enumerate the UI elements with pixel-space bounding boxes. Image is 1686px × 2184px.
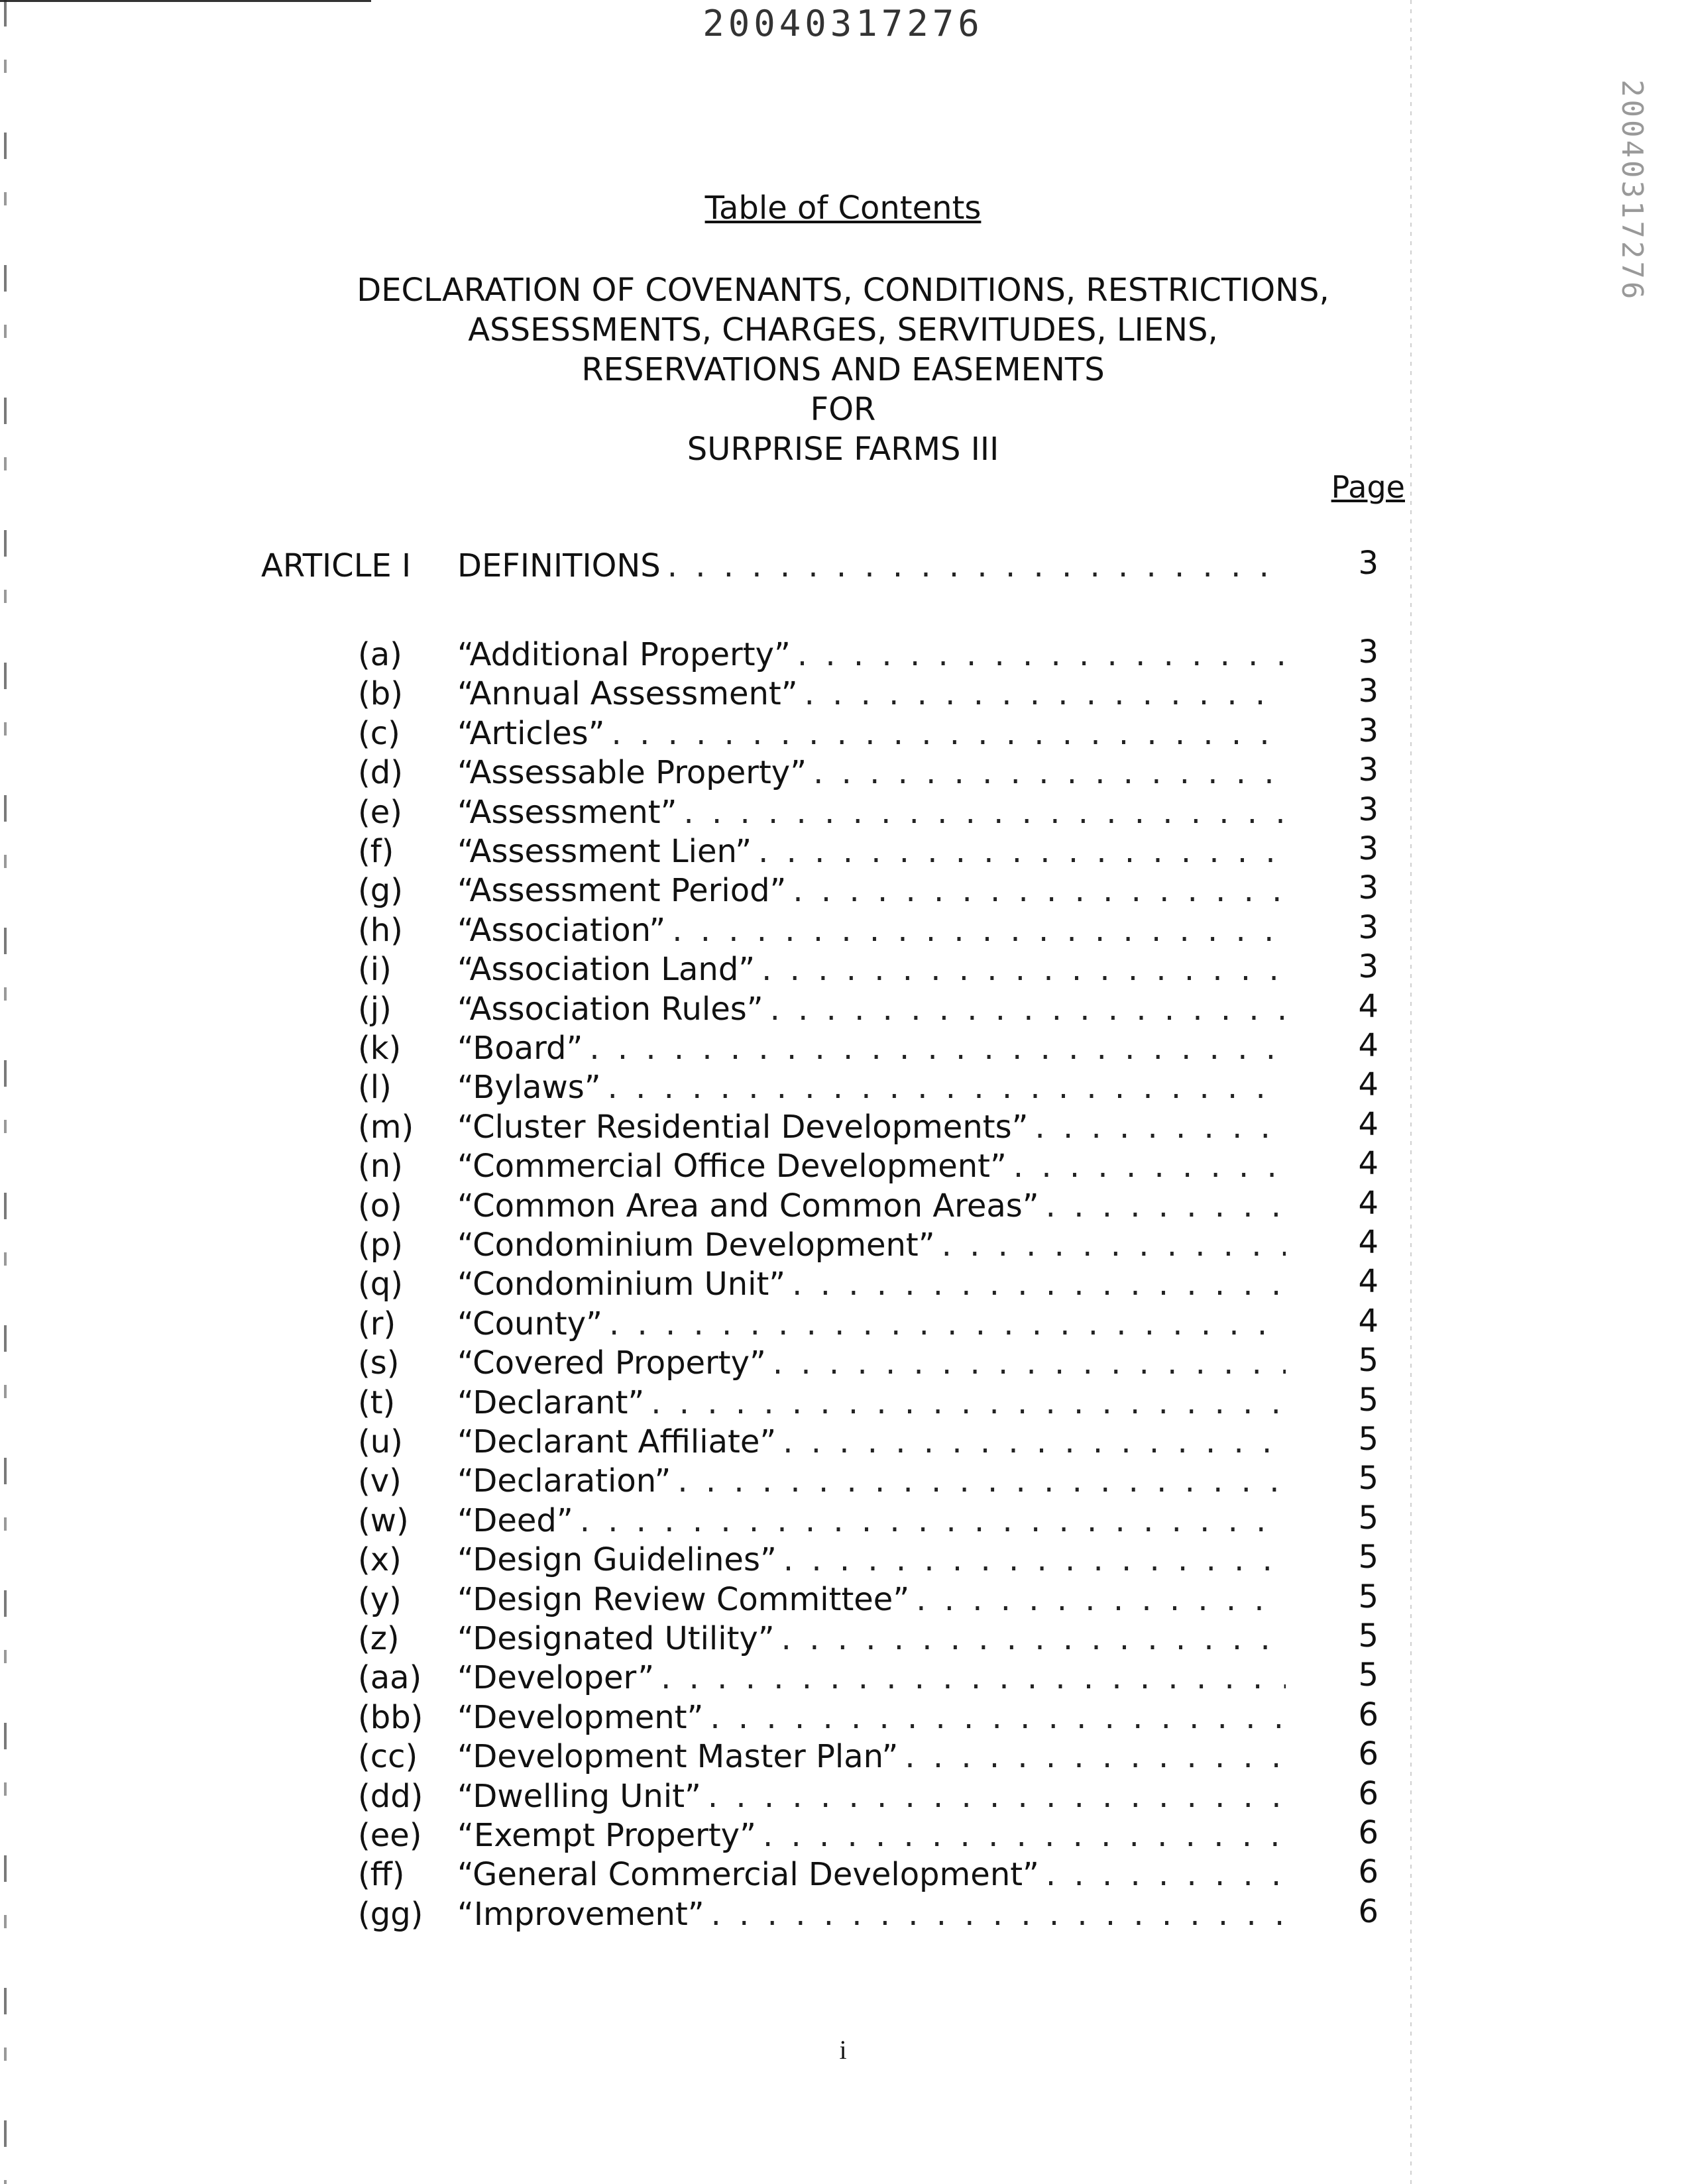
leader-dots [672, 912, 1286, 949]
entry-title: “Association Rules” [457, 990, 763, 1028]
toc-row [0, 1027, 1686, 1069]
leader-dots [683, 794, 1286, 831]
entry-label: (s) [358, 1344, 400, 1382]
entry-title: “County” [457, 1305, 602, 1342]
leader-dots [758, 833, 1286, 870]
toc-row [0, 1774, 1686, 1818]
toc-row [0, 1381, 1686, 1424]
entry-title-wrap [457, 1148, 1286, 1185]
leader-dots [783, 1541, 1286, 1578]
entry-label: (f) [358, 833, 394, 870]
toc-row [0, 1423, 1686, 1463]
entry-label: (bb) [358, 1698, 423, 1736]
entry-title: “Common Area and Common Areas” [457, 1187, 1039, 1225]
toc-row [0, 830, 1686, 873]
entry-title-wrap [457, 1581, 1286, 1618]
leader-dots [667, 547, 1286, 584]
entry-title: “Bylaws” [457, 1069, 601, 1107]
document-number: 20040317276 [702, 3, 984, 44]
entry-page: 3 [1358, 712, 1378, 749]
toc-row [0, 948, 1686, 991]
entry-page: 5 [1358, 1657, 1378, 1694]
entry-page: 6 [1358, 1892, 1378, 1930]
entry-label: (x) [358, 1541, 402, 1579]
toc-row [0, 1735, 1686, 1778]
toc-row [0, 1224, 1686, 1266]
leader-dots [793, 872, 1286, 909]
leader-dots [792, 1266, 1286, 1303]
leader-dots [612, 715, 1286, 752]
entry-title-wrap [457, 833, 1286, 870]
leader-dots [783, 1423, 1286, 1460]
entry-label: (aa) [358, 1659, 422, 1697]
entry-title-wrap [457, 872, 1286, 909]
leader-dots [708, 1778, 1286, 1815]
entry-label: (u) [358, 1423, 403, 1460]
entry-label: (j) [358, 990, 392, 1028]
entry-page: 5 [1358, 1460, 1378, 1498]
entry-title: “Annual Assessment” [457, 675, 798, 713]
side-stamp-text: 20040317276 [1615, 80, 1649, 302]
toc-row [0, 987, 1686, 1030]
toc-row [0, 712, 1686, 755]
entry-title: “Exempt Property” [457, 1817, 756, 1854]
article-row [0, 547, 1686, 587]
leader-dots [763, 1817, 1286, 1854]
entry-label: (i) [358, 951, 392, 989]
entry-title-wrap [457, 1462, 1286, 1500]
entry-title-wrap [457, 1423, 1286, 1460]
entry-page: 3 [1358, 908, 1378, 946]
entry-title: “General Commercial Development” [457, 1856, 1039, 1894]
toc-row [0, 1184, 1686, 1227]
entry-label: (q) [358, 1266, 403, 1303]
entry-page: 3 [1358, 869, 1378, 907]
entry-title-wrap [457, 912, 1286, 949]
entry-title: “Cluster Residential Developments” [457, 1108, 1029, 1146]
toc-row [0, 1892, 1686, 1936]
leader-dots [773, 1344, 1286, 1382]
toc-row [0, 1696, 1686, 1739]
toc-row [0, 1105, 1686, 1148]
toc-row [0, 1541, 1686, 1581]
entry-page: 5 [1358, 1342, 1378, 1380]
entry-label: (p) [358, 1227, 403, 1264]
top-rule [0, 0, 371, 2]
entry-page: 3 [1358, 633, 1378, 671]
entry-page: 5 [1358, 1381, 1378, 1419]
entry-title: “Assessable Property” [457, 754, 807, 792]
entry-page: 5 [1358, 1499, 1378, 1537]
entry-title-wrap [457, 951, 1286, 988]
entry-title-wrap [457, 1069, 1286, 1106]
leader-dots [608, 1069, 1286, 1106]
leader-dots [677, 1462, 1286, 1500]
entry-label: (cc) [358, 1738, 418, 1776]
entry-title-wrap [457, 1384, 1286, 1421]
entry-label: (t) [358, 1384, 396, 1421]
entry-title: “Declaration” [457, 1462, 671, 1500]
entry-title-wrap [457, 1502, 1286, 1539]
entry-title: “Articles” [457, 714, 605, 752]
entry-label: (z) [358, 1620, 400, 1657]
entry-page: 4 [1358, 987, 1378, 1025]
entry-label: (a) [358, 636, 402, 673]
entry-title: “Deed” [457, 1502, 573, 1539]
toc-row [0, 1617, 1686, 1660]
entry-page: 6 [1358, 1774, 1378, 1812]
entry-title: “Commercial Office Development” [457, 1148, 1007, 1185]
leader-dots [942, 1227, 1286, 1264]
entry-page: 5 [1358, 1539, 1378, 1576]
leader-dots [710, 1699, 1286, 1736]
entry-title-wrap [457, 1305, 1286, 1342]
entry-title-wrap [457, 1699, 1286, 1736]
heading-line: ASSESSMENTS, CHARGES, SERVITUDES, LIENS, [468, 311, 1218, 349]
entry-title-wrap [457, 1187, 1286, 1225]
entry-title: “Assessment” [457, 793, 677, 831]
entry-title: “Condominium Unit” [457, 1266, 786, 1303]
entry-page: 4 [1358, 1224, 1378, 1261]
toc-title: Table of Contents [704, 190, 982, 227]
article-label: ARTICLE I [261, 547, 412, 584]
entry-label: (e) [358, 793, 402, 831]
entry-title: “Designated Utility” [457, 1620, 775, 1657]
entry-page: 4 [1358, 1302, 1378, 1340]
article-title-wrap [457, 547, 1286, 584]
entry-page: 3 [1358, 830, 1378, 867]
page-column-header: Page [1331, 469, 1405, 505]
entry-title-wrap [457, 675, 1286, 712]
entry-title-wrap [457, 715, 1286, 752]
leader-dots [589, 1030, 1286, 1067]
entry-label: (ee) [358, 1817, 422, 1854]
entry-title-wrap [457, 794, 1286, 831]
entry-title-wrap [457, 1541, 1286, 1578]
leader-dots [905, 1738, 1286, 1775]
entry-label: (n) [358, 1148, 403, 1185]
toc-row [0, 1263, 1686, 1305]
toc-row [0, 751, 1686, 794]
entry-title: “Development” [457, 1698, 704, 1736]
entry-title-wrap [457, 1344, 1286, 1382]
entry-page: 5 [1358, 1617, 1378, 1655]
toc-row [0, 869, 1686, 912]
entry-title: “Board” [457, 1030, 583, 1067]
entry-label: (r) [358, 1305, 396, 1342]
entry-page: 4 [1358, 1066, 1378, 1104]
entry-label: (g) [358, 872, 403, 910]
leader-dots [805, 675, 1286, 712]
toc-row [0, 1302, 1686, 1345]
toc-row [0, 791, 1686, 834]
entry-page: 3 [1358, 948, 1378, 986]
entry-title: “Development Master Plan” [457, 1738, 899, 1776]
entry-title-wrap [457, 1227, 1286, 1264]
article-page: 3 [1358, 545, 1378, 582]
heading-line: FOR [810, 391, 876, 428]
toc-row [0, 1659, 1686, 1699]
entry-label: (w) [358, 1502, 409, 1539]
entry-label: (y) [358, 1580, 402, 1618]
entry-label: (dd) [358, 1777, 423, 1815]
entry-title: “Improvement” [457, 1895, 704, 1933]
entry-title: “Association Land” [457, 951, 756, 989]
entry-title: “Association” [457, 911, 666, 949]
entry-label: (k) [358, 1030, 402, 1067]
entry-title-wrap [457, 1817, 1286, 1854]
leader-dots [1046, 1187, 1286, 1225]
entry-title-wrap [457, 1896, 1286, 1933]
entry-page: 5 [1358, 1578, 1378, 1615]
entry-title-wrap [457, 636, 1286, 673]
footer-page-number: i [839, 2035, 847, 2065]
side-stamp [1609, 80, 1649, 302]
entry-title: “Design Review Committee” [457, 1580, 910, 1618]
entry-title: “Declarant” [457, 1384, 645, 1421]
entry-page: 6 [1358, 1696, 1378, 1733]
leader-dots [781, 1620, 1286, 1657]
entry-title-wrap [457, 1778, 1286, 1815]
entry-label: (gg) [358, 1895, 423, 1933]
entry-title: “Additional Property” [457, 636, 791, 673]
heading-line: RESERVATIONS AND EASEMENTS [581, 351, 1105, 388]
toc-row [0, 675, 1686, 715]
leader-dots [797, 636, 1286, 673]
leader-dots [711, 1896, 1286, 1933]
entry-title-wrap [457, 1856, 1286, 1893]
entry-title: “Dwelling Unit” [457, 1777, 701, 1815]
toc-row [0, 1066, 1686, 1109]
entry-label: (h) [358, 911, 403, 949]
entry-title: “Declarant Affiliate” [457, 1423, 777, 1460]
entry-label: (d) [358, 754, 403, 792]
entry-title-wrap [457, 1266, 1286, 1303]
entry-page: 6 [1358, 1814, 1378, 1851]
entry-title: “Assessment Lien” [457, 833, 752, 870]
toc-row [0, 1145, 1686, 1187]
leader-dots [661, 1659, 1286, 1696]
entry-title: “Assessment Period” [457, 872, 787, 910]
entry-label: (v) [358, 1462, 402, 1500]
leader-dots [651, 1384, 1286, 1421]
entry-title-wrap [457, 1738, 1286, 1775]
toc-row [0, 908, 1686, 952]
entry-page: 4 [1358, 1105, 1378, 1143]
leader-dots [1035, 1109, 1286, 1146]
heading-line: SURPRISE FARMS III [687, 431, 999, 468]
heading-line: DECLARATION OF COVENANTS, CONDITIONS, RESTRICTIONS, [357, 272, 1329, 309]
entry-page: 4 [1358, 1145, 1378, 1183]
entry-label: (l) [358, 1069, 392, 1107]
entry-page: 6 [1358, 1735, 1378, 1773]
entry-page: 3 [1358, 791, 1378, 828]
entry-page: 4 [1358, 1184, 1378, 1222]
entry-title: “Design Guidelines” [457, 1541, 777, 1579]
entry-label: (ff) [358, 1856, 405, 1894]
entry-title-wrap [457, 1109, 1286, 1146]
leader-dots [916, 1581, 1286, 1618]
entry-title-wrap [457, 1620, 1286, 1657]
document-heading [0, 270, 1686, 469]
toc-row [0, 1578, 1686, 1621]
leader-dots [813, 754, 1286, 791]
entry-title: “Developer” [457, 1659, 655, 1697]
article-title: DEFINITIONS [457, 547, 661, 584]
entry-label: (b) [358, 675, 403, 713]
entry-page: 3 [1358, 751, 1378, 789]
toc-row [0, 1853, 1686, 1896]
leader-dots [580, 1502, 1286, 1539]
entry-label: (m) [358, 1108, 414, 1146]
toc-row [0, 1462, 1686, 1502]
entry-page: 4 [1358, 1263, 1378, 1301]
entry-title: “Covered Property” [457, 1344, 766, 1382]
entry-label: (o) [358, 1187, 402, 1225]
entry-title: “Condominium Development” [457, 1227, 935, 1264]
entry-page: 3 [1358, 673, 1378, 710]
entry-page: 5 [1358, 1421, 1378, 1458]
entry-title-wrap [457, 1659, 1286, 1696]
toc-row [0, 633, 1686, 676]
entry-page: 6 [1358, 1853, 1378, 1891]
toc-row [0, 1499, 1686, 1542]
leader-dots [770, 991, 1286, 1028]
leader-dots [1013, 1148, 1286, 1185]
entry-label: (c) [358, 714, 400, 752]
entry-page: 4 [1358, 1027, 1378, 1064]
entry-title-wrap [457, 1030, 1286, 1067]
leader-dots [1046, 1856, 1286, 1893]
entry-title-wrap [457, 991, 1286, 1028]
toc-row [0, 1814, 1686, 1857]
leader-dots [761, 951, 1286, 988]
entry-title-wrap [457, 754, 1286, 791]
toc-row [0, 1344, 1686, 1384]
leader-dots [609, 1305, 1286, 1342]
